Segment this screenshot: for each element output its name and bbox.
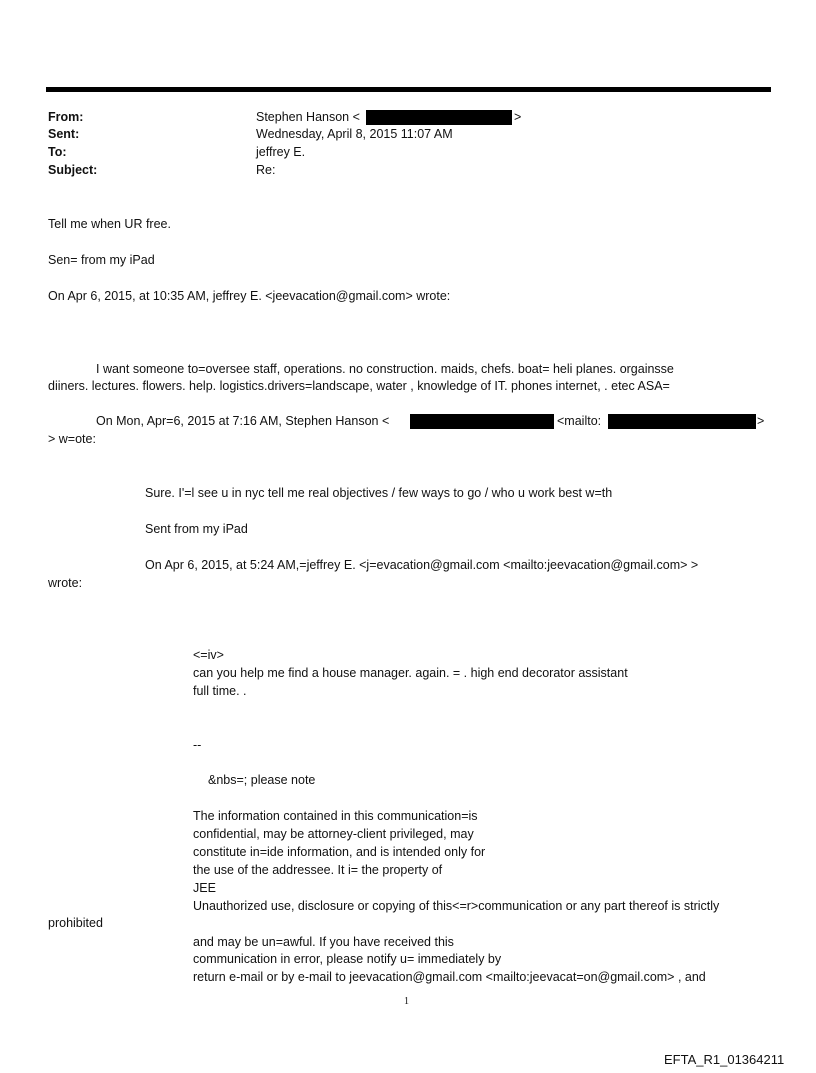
sent-value: Wednesday, April 8, 2015 11:07 AM [256, 127, 453, 141]
quote-header: wrote: [48, 576, 83, 590]
from-name: Stephen Hanson < [256, 110, 360, 124]
disclaimer-line: confidential, may be attorney-client privileged, may [193, 827, 474, 841]
body-line: Sent from my iPad [145, 522, 248, 536]
redaction-bar [366, 110, 512, 125]
body-line: &nbs=; please note [208, 773, 316, 787]
header-rule [46, 87, 771, 92]
disclaimer-line: and may be un=awful. If you have received this [193, 935, 454, 949]
body-line: I want someone to=oversee staff, operations. no construction. maids, chefs. boat= heli planes. orgainsse [96, 362, 674, 376]
disclaimer-line: JEE [193, 881, 216, 895]
disclaimer-line: communication in error, please notify u= immediately by [193, 952, 502, 966]
from-close: > [514, 110, 522, 124]
quote-close: > [757, 414, 765, 428]
quote-header: On Mon, Apr=6, 2015 at 7:16 AM, Stephen Hanson < [96, 414, 390, 428]
quote-mailto: <mailto: [557, 414, 602, 428]
redaction-bar [410, 414, 554, 429]
subject-label: Subject: [48, 163, 98, 177]
signature-dash: -- [193, 738, 202, 752]
to-value: jeffrey E. [256, 145, 306, 159]
body-line: <=iv> [193, 648, 224, 662]
body-line: diiners. lectures. flowers. help. logistics.drivers=landscape, water , knowledge of IT. phones internet, . etec ASA= [48, 379, 670, 393]
document-id: EFTA_R1_01364211 [664, 1052, 785, 1067]
disclaimer-line: constitute in=ide information, and is intended only for [193, 845, 486, 859]
subject-value: Re: [256, 163, 276, 177]
disclaimer-line: prohibited [48, 916, 103, 930]
disclaimer-line: Unauthorized use, disclosure or copying of this<=r>communication or any part thereof is strictly [193, 899, 720, 913]
body-line: can you help me find a house manager. again. = . high end decorator assistant [193, 666, 628, 680]
disclaimer-line: return e-mail or by e-mail to jeevacation@gmail.com <mailto:jeevacat=on@gmail.com> , and [193, 970, 706, 984]
from-label: From: [48, 110, 84, 124]
sent-label: Sent: [48, 127, 80, 141]
body-line: Sure. I'=l see u in nyc tell me real objectives / few ways to go / who u work best w=th [145, 486, 613, 500]
body-line: Sen= from my iPad [48, 253, 155, 267]
page-number: 1 [404, 996, 409, 1007]
disclaimer-line: the use of the addressee. It i= the property of [193, 863, 443, 877]
quote-header: On Apr 6, 2015, at 5:24 AM,=jeffrey E. <j=evacation@gmail.com <mailto:jeevacation@gmail.com> > [145, 558, 699, 572]
body-line: Tell me when UR free. [48, 217, 171, 231]
disclaimer-line: The information contained in this communication=is [193, 809, 478, 823]
quote-header: > w=ote: [48, 432, 96, 446]
body-line: On Apr 6, 2015, at 10:35 AM, jeffrey E. <jeevacation@gmail.com> wrote: [48, 289, 451, 303]
redaction-bar [608, 414, 756, 429]
body-line: full time. . [193, 684, 247, 698]
to-label: To: [48, 145, 67, 159]
